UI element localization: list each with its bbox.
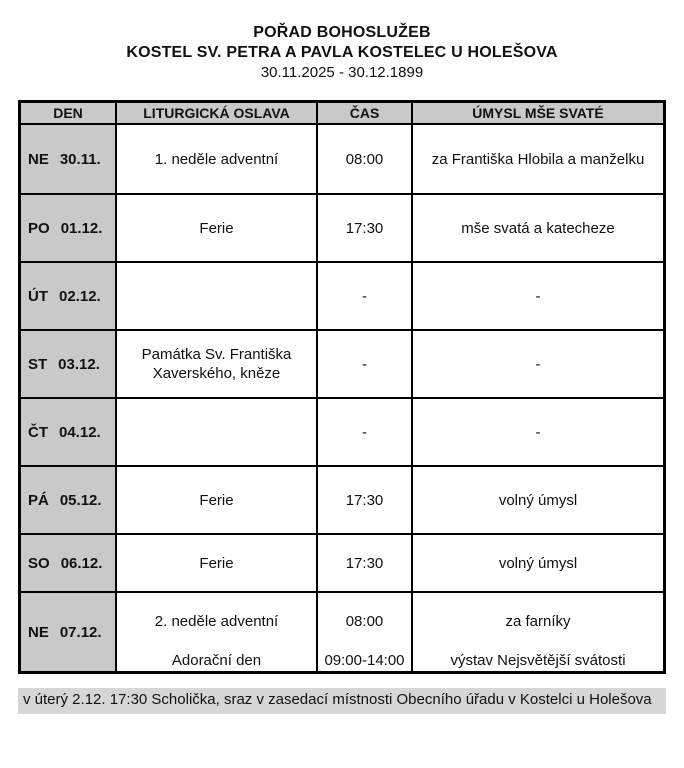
- row-entries: [115, 467, 663, 533]
- page-subtitle: KOSTEL SV. PETRA A PAVLA KOSTELEC U HOLEŠOVA: [126, 44, 558, 61]
- schedule-table: [18, 100, 666, 674]
- day-cell: [21, 195, 115, 261]
- intention-cell: -: [411, 399, 663, 465]
- document-header: [0, 0, 684, 83]
- table-row: [21, 261, 663, 329]
- column-header-liturgicka-oslava: LITURGICKÁ OSLAVA: [115, 103, 316, 123]
- intention-cell: mše svatá a katecheze: [411, 195, 663, 261]
- day-abbrev: SO: [28, 554, 50, 572]
- celebration-cell: [115, 399, 316, 465]
- table-row: [21, 465, 663, 533]
- celebration-cell: 2. neděle adventní: [115, 593, 316, 649]
- day-date: 06.12.: [60, 554, 103, 572]
- table-row: [21, 125, 663, 193]
- day-date: 01.12.: [60, 219, 103, 237]
- celebration-cell: [115, 263, 316, 329]
- time-cell: -: [316, 331, 411, 397]
- time-cell: 17:30: [316, 467, 411, 533]
- day-date: 02.12.: [59, 287, 101, 305]
- day-cell: [21, 331, 115, 397]
- celebration-cell: Ferie: [115, 535, 316, 591]
- schedule-entry: [115, 593, 663, 649]
- day-cell: [21, 399, 115, 465]
- intention-cell: -: [411, 263, 663, 329]
- intention-cell: za farníky: [411, 593, 663, 649]
- time-cell: 17:30: [316, 195, 411, 261]
- table-header-row: [21, 103, 663, 125]
- row-entries: [115, 399, 663, 465]
- day-abbrev: ST: [28, 355, 48, 373]
- day-date: 30.11.: [59, 150, 101, 168]
- schedule-entry: [115, 125, 663, 193]
- column-header-den: DEN: [53, 105, 83, 121]
- page-title: POŘAD BOHOSLUŽEB: [253, 24, 431, 41]
- day-abbrev: PO: [28, 219, 50, 237]
- day-cell: [21, 593, 115, 671]
- day-cell: [21, 125, 115, 193]
- day-abbrev: NE: [28, 623, 49, 641]
- row-entries: [115, 535, 663, 591]
- intention-cell: -: [411, 331, 663, 397]
- intention-cell: výstav Nejsvětější svátosti: [411, 649, 663, 671]
- time-cell: -: [316, 399, 411, 465]
- intention-cell: volný úmysl: [411, 535, 663, 591]
- schedule-entry: [115, 649, 663, 671]
- schedule-entry: [115, 331, 663, 397]
- celebration-cell: Památka Sv. Františka Xaverského, kněze: [115, 331, 316, 397]
- day-date: 07.12.: [59, 623, 102, 641]
- day-abbrev: NE: [28, 150, 49, 168]
- row-entries: [115, 331, 663, 397]
- time-cell: 08:00: [316, 593, 411, 649]
- schedule-entry: [115, 399, 663, 465]
- schedule-entry: [115, 263, 663, 329]
- celebration-cell: Ferie: [115, 467, 316, 533]
- time-cell: 17:30: [316, 535, 411, 591]
- time-cell: -: [316, 263, 411, 329]
- day-date: 05.12.: [59, 491, 102, 509]
- day-cell: [21, 263, 115, 329]
- table-row: [21, 591, 663, 671]
- row-entries: [115, 593, 663, 671]
- time-cell: 09:00-14:00: [316, 649, 411, 671]
- schedule-entry: [115, 195, 663, 261]
- time-cell: 08:00: [316, 125, 411, 193]
- column-header-umysl-mse-svate: ÚMYSL MŠE SVATÉ: [411, 103, 663, 123]
- celebration-cell: 1. neděle adventní: [115, 125, 316, 193]
- day-cell: [21, 535, 115, 591]
- row-entries: [115, 125, 663, 193]
- column-header-cas: ČAS: [316, 103, 411, 123]
- day-abbrev: PÁ: [28, 491, 49, 509]
- day-date: 03.12.: [58, 355, 100, 373]
- table-row: [21, 397, 663, 465]
- celebration-cell: Adorační den: [115, 649, 316, 671]
- celebration-cell: Ferie: [115, 195, 316, 261]
- date-range: 30.11.2025 - 30.12.1899: [260, 64, 424, 81]
- day-date: 04.12.: [59, 423, 101, 441]
- table-row: [21, 193, 663, 261]
- intention-cell: volný úmysl: [411, 467, 663, 533]
- day-abbrev: ČT: [28, 423, 48, 441]
- footer-note: v úterý 2.12. 17:30 Scholička, sraz v zasedací místnosti Obecního úřadu v Kostelci u Holešova: [18, 688, 666, 714]
- schedule-entry: [115, 467, 663, 533]
- intention-cell: za Františka Hlobila a manželku: [411, 125, 663, 193]
- schedule-entry: [115, 535, 663, 591]
- table-row: [21, 329, 663, 397]
- row-entries: [115, 263, 663, 329]
- day-cell: [21, 467, 115, 533]
- row-entries: [115, 195, 663, 261]
- day-abbrev: ÚT: [28, 287, 48, 305]
- table-row: [21, 533, 663, 591]
- table-body: [21, 125, 663, 671]
